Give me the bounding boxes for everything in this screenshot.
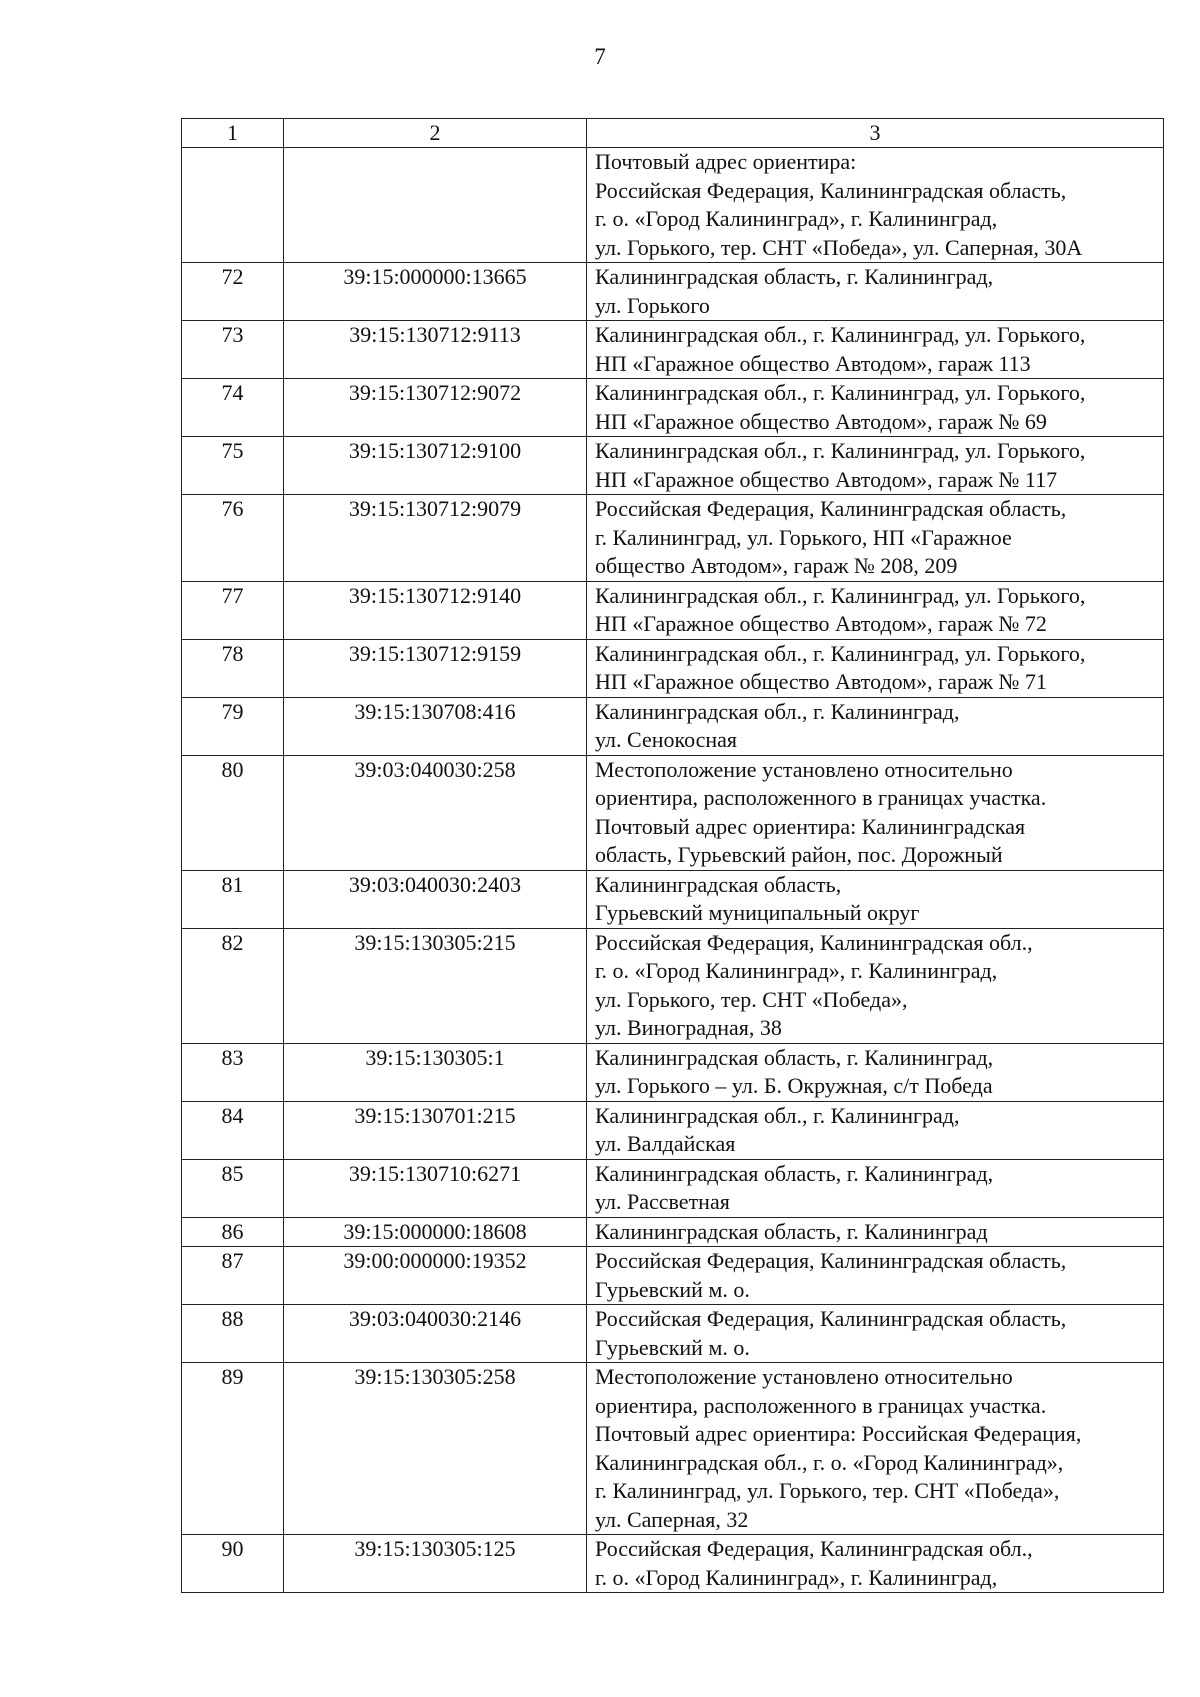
address-line: НП «Гаражное общество Автодом», гараж № 69: [595, 408, 1047, 434]
address-cell: [587, 755, 1164, 870]
address-line: Почтовый адрес ориентира: Российская Федерация,: [595, 1421, 1082, 1446]
header-row: [182, 119, 1164, 148]
address-cell: [587, 1043, 1164, 1101]
address-cell: [587, 1247, 1164, 1305]
row-number: 82: [182, 928, 284, 1043]
address-line: Местоположение установлено относительно: [595, 1364, 1013, 1389]
cadastral-number: 39:00:000000:19352: [284, 1247, 587, 1305]
table-row: [182, 1217, 1164, 1247]
cadastral-number: 39:15:130708:416: [284, 697, 587, 755]
table-row: [182, 1363, 1164, 1535]
row-number: 90: [182, 1535, 284, 1593]
table-row: [182, 755, 1164, 870]
address-cell: [587, 148, 1164, 263]
row-number: 79: [182, 697, 284, 755]
table-row: [182, 379, 1164, 437]
table-row: [182, 1305, 1164, 1363]
address-line: общество Автодом», гараж № 208, 209: [595, 553, 958, 578]
table-row: [182, 148, 1164, 263]
address-line: ул. Сенокосная: [595, 727, 738, 752]
address-line: Гурьевский м. о.: [595, 1334, 750, 1360]
address-line: Гурьевский муниципальный округ: [595, 900, 920, 925]
row-number: 85: [182, 1159, 284, 1217]
table-row: [182, 495, 1164, 582]
address-line: Калининградская обл., г. Калининград, ул. Горького,: [595, 438, 1086, 463]
address-cell: [587, 1305, 1164, 1363]
address-cell: [587, 639, 1164, 697]
address-line: НП «Гаражное общество Автодом», гараж 113: [595, 350, 1031, 376]
address-line: Калининградская область,: [595, 871, 842, 897]
address-cell: [587, 437, 1164, 495]
header-col-1: 1: [182, 119, 284, 148]
address-line: г. Калининград, ул. Горького, тер. СНТ «Победа»,: [595, 1478, 1060, 1503]
header-col-3: 3: [587, 119, 1164, 148]
row-number: 75: [182, 437, 284, 495]
cadastral-number: 39:15:130701:215: [284, 1101, 587, 1159]
row-number: 72: [182, 263, 284, 321]
cadastral-number: 39:15:130712:9079: [284, 495, 587, 582]
row-number: 74: [182, 379, 284, 437]
address-cell: [587, 379, 1164, 437]
address-line: Российская Федерация, Калининградская обл.,: [595, 1536, 1033, 1561]
cadastral-number: 39:15:130305:125: [284, 1535, 587, 1593]
table-row: [182, 321, 1164, 379]
row-number: 84: [182, 1101, 284, 1159]
address-line: Калининградская обл., г. Калининград,: [595, 1102, 960, 1128]
address-line: г. о. «Город Калининград», г. Калининград,: [595, 1564, 998, 1590]
address-line: г. Калининград, ул. Горького, НП «Гаражное: [595, 524, 1012, 550]
row-number: 83: [182, 1043, 284, 1101]
cadastral-number: 39:15:130712:9100: [284, 437, 587, 495]
cadastral-number: 39:15:130712:9159: [284, 639, 587, 697]
address-cell: [587, 495, 1164, 582]
page-number: 7: [594, 44, 606, 69]
address-line: область, Гурьевский район, пос. Дорожный: [595, 842, 1003, 867]
cadastral-number: 39:15:130305:215: [284, 928, 587, 1043]
address-line: г. о. «Город Калининград», г. Калининград,: [595, 206, 998, 231]
row-number: 78: [182, 639, 284, 697]
address-line: Российская Федерация, Калининградская обл.,: [595, 929, 1033, 955]
table-row: [182, 1101, 1164, 1159]
cadastral-number: 39:15:130710:6271: [284, 1159, 587, 1217]
row-number: 88: [182, 1305, 284, 1363]
address-line: Почтовый адрес ориентира:: [595, 149, 857, 174]
address-line: ул. Саперная, 32: [595, 1506, 749, 1532]
address-line: г. о. «Город Калининград», г. Калининград,: [595, 958, 998, 983]
address-line: ул. Валдайская: [595, 1131, 736, 1156]
address-line: ул. Горького, тер. СНТ «Победа», ул. Саперная, 30А: [595, 234, 1083, 260]
address-line: ориентира, расположенного в границах участка.: [595, 1392, 1047, 1418]
table-row: [182, 697, 1164, 755]
address-line: Местоположение установлено относительно: [595, 756, 1013, 782]
address-line: ул. Горького: [595, 292, 710, 318]
cadastral-number: 39:03:040030:2403: [284, 870, 587, 928]
address-cell: [587, 1217, 1164, 1247]
address-cell: [587, 1535, 1164, 1593]
cadastral-number: 39:15:000000:13665: [284, 263, 587, 321]
address-cell: [587, 870, 1164, 928]
address-line: ул. Горького, тер. СНТ «Победа»,: [595, 986, 908, 1012]
row-number: 89: [182, 1363, 284, 1535]
address-line: Российская Федерация, Калининградская область,: [595, 177, 1067, 203]
address-line: Калининградская обл., г. Калининград, ул. Горького,: [595, 640, 1086, 666]
address-line: Калининградская обл., г. Калининград, ул. Горького,: [595, 582, 1086, 608]
address-line: Калининградская область, г. Калининград,: [595, 1160, 994, 1186]
cadastral-number: 39:15:130712:9072: [284, 379, 587, 437]
row-number: 87: [182, 1247, 284, 1305]
row-number: 81: [182, 870, 284, 928]
address-line: ориентира, расположенного в границах участка.: [595, 785, 1047, 810]
table-row: [182, 870, 1164, 928]
address-line: Российская Федерация, Калининградская область,: [595, 1306, 1067, 1331]
address-line: ул. Рассветная: [595, 1189, 730, 1214]
address-cell: [587, 697, 1164, 755]
table-row: [182, 581, 1164, 639]
address-cell: [587, 928, 1164, 1043]
address-line: Калининградская область, г. Калининград: [595, 1218, 988, 1244]
address-line: Калининградская область, г. Калининград,: [595, 264, 994, 289]
cadastral-number: [284, 148, 587, 263]
row-number: 76: [182, 495, 284, 582]
address-cell: [587, 1101, 1164, 1159]
table-row: [182, 1159, 1164, 1217]
address-cell: [587, 581, 1164, 639]
cadastral-number: 39:15:130305:1: [284, 1043, 587, 1101]
row-number: 73: [182, 321, 284, 379]
address-line: Российская Федерация, Калининградская область,: [595, 1248, 1067, 1273]
address-cell: [587, 1159, 1164, 1217]
table-header: [182, 119, 1164, 148]
cadastral-number: 39:03:040030:2146: [284, 1305, 587, 1363]
address-line: НП «Гаражное общество Автодом», гараж № 117: [595, 466, 1058, 492]
table-row: [182, 1535, 1164, 1593]
table-body: [182, 148, 1164, 1593]
table-row: [182, 437, 1164, 495]
address-line: Российская Федерация, Калининградская область,: [595, 496, 1067, 521]
address-line: НП «Гаражное общество Автодом», гараж № 72: [595, 611, 1047, 636]
cadastral-table: [181, 118, 1164, 1593]
address-line: Почтовый адрес ориентира: Калининградская: [595, 813, 1026, 839]
address-cell: [587, 321, 1164, 379]
table-row: [182, 1247, 1164, 1305]
address-line: Калининградская обл., г. Калининград, ул. Горького,: [595, 322, 1086, 347]
row-number: 77: [182, 581, 284, 639]
cadastral-number: 39:15:130305:258: [284, 1363, 587, 1535]
cadastral-number: 39:15:000000:18608: [284, 1217, 587, 1247]
address-line: ул. Горького – ул. Б. Окружная, с/т Победа: [595, 1073, 993, 1098]
row-number: 86: [182, 1217, 284, 1247]
header-col-2: 2: [284, 119, 587, 148]
address-cell: [587, 263, 1164, 321]
row-number: 80: [182, 755, 284, 870]
row-number: [182, 148, 284, 263]
address-cell: [587, 1363, 1164, 1535]
address-line: Калининградская область, г. Калининград,: [595, 1044, 994, 1070]
address-line: Калининградская обл., г. Калининград,: [595, 698, 960, 724]
cadastral-number: 39:15:130712:9140: [284, 581, 587, 639]
address-line: ул. Виноградная, 38: [595, 1015, 782, 1040]
address-line: НП «Гаражное общество Автодом», гараж № 71: [595, 669, 1047, 694]
table-row: [182, 263, 1164, 321]
address-line: Калининградская обл., г. о. «Город Калининград»,: [595, 1449, 1064, 1475]
cadastral-number: 39:15:130712:9113: [284, 321, 587, 379]
table-row: [182, 1043, 1164, 1101]
address-line: Калининградская обл., г. Калининград, ул. Горького,: [595, 380, 1086, 405]
table-row: [182, 928, 1164, 1043]
table-row: [182, 639, 1164, 697]
cadastral-number: 39:03:040030:258: [284, 755, 587, 870]
address-line: Гурьевский м. о.: [595, 1276, 750, 1302]
